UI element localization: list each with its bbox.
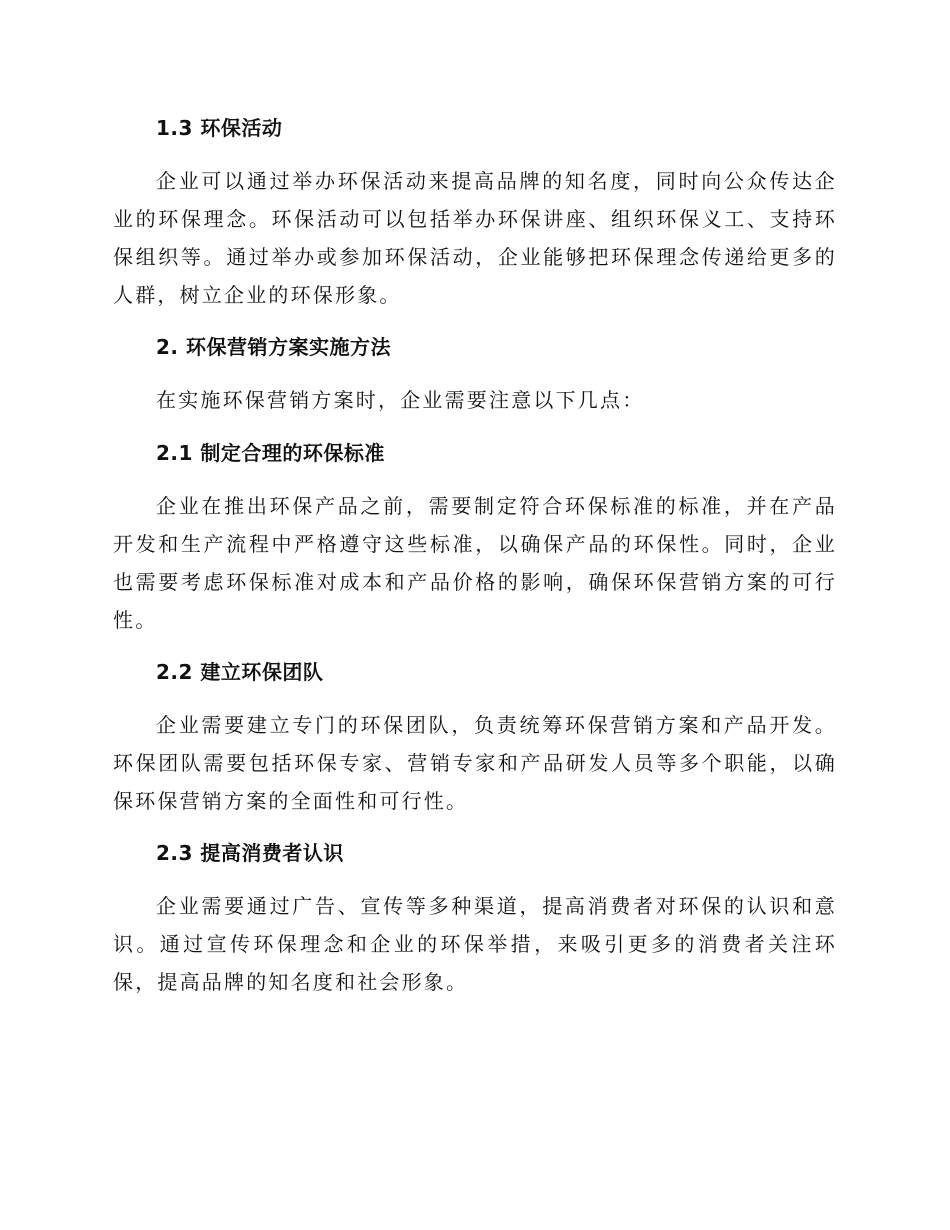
section-paragraph-2-1: 企业在推出环保产品之前，需要制定符合环保标准的标准，并在产品开发和生产流程中严格遵守这些标准，以确保产品的环保性。同时，企业也需要考虑环保标准对成本和产品价格的影响，确保环保营销方案的可行性。: [113, 494, 837, 632]
section-heading-2-3: 2.3 提高消费者认识: [156, 841, 344, 865]
section-heading-2-2: 2.2 建立环保团队: [156, 660, 324, 684]
section-heading-2-1: 2.1 制定合理的环保标准: [156, 441, 385, 465]
section-heading-1-3: 1.3 环保活动: [156, 116, 283, 140]
section-paragraph-1-3: 企业可以通过举办环保活动来提高品牌的知名度，同时向公众传达企业的环保理念。环保活动可以包括举办环保讲座、组织环保义工、支持环保组织等。通过举办或参加环保活动，企业能够把环保理念传递给更多的人群，树立企业的环保形象。: [113, 169, 837, 307]
section-paragraph-2-2: 企业需要建立专门的环保团队，负责统筹环保营销方案和产品开发。环保团队需要包括环保专家、营销专家和产品研发人员等多个职能，以确保环保营销方案的全面性和可行性。: [113, 713, 837, 813]
section-paragraph-2-3: 企业需要通过广告、宣传等多种渠道，提高消费者对环保的认识和意识。通过宣传环保理念和企业的环保举措，来吸引更多的消费者关注环保，提高品牌的知名度和社会形象。: [113, 894, 837, 994]
section-paragraph-2: 在实施环保营销方案时，企业需要注意以下几点：: [156, 388, 645, 412]
document-body: [113, 108, 837, 1001]
section-heading-2: 2. 环保营销方案实施方法: [156, 335, 391, 359]
